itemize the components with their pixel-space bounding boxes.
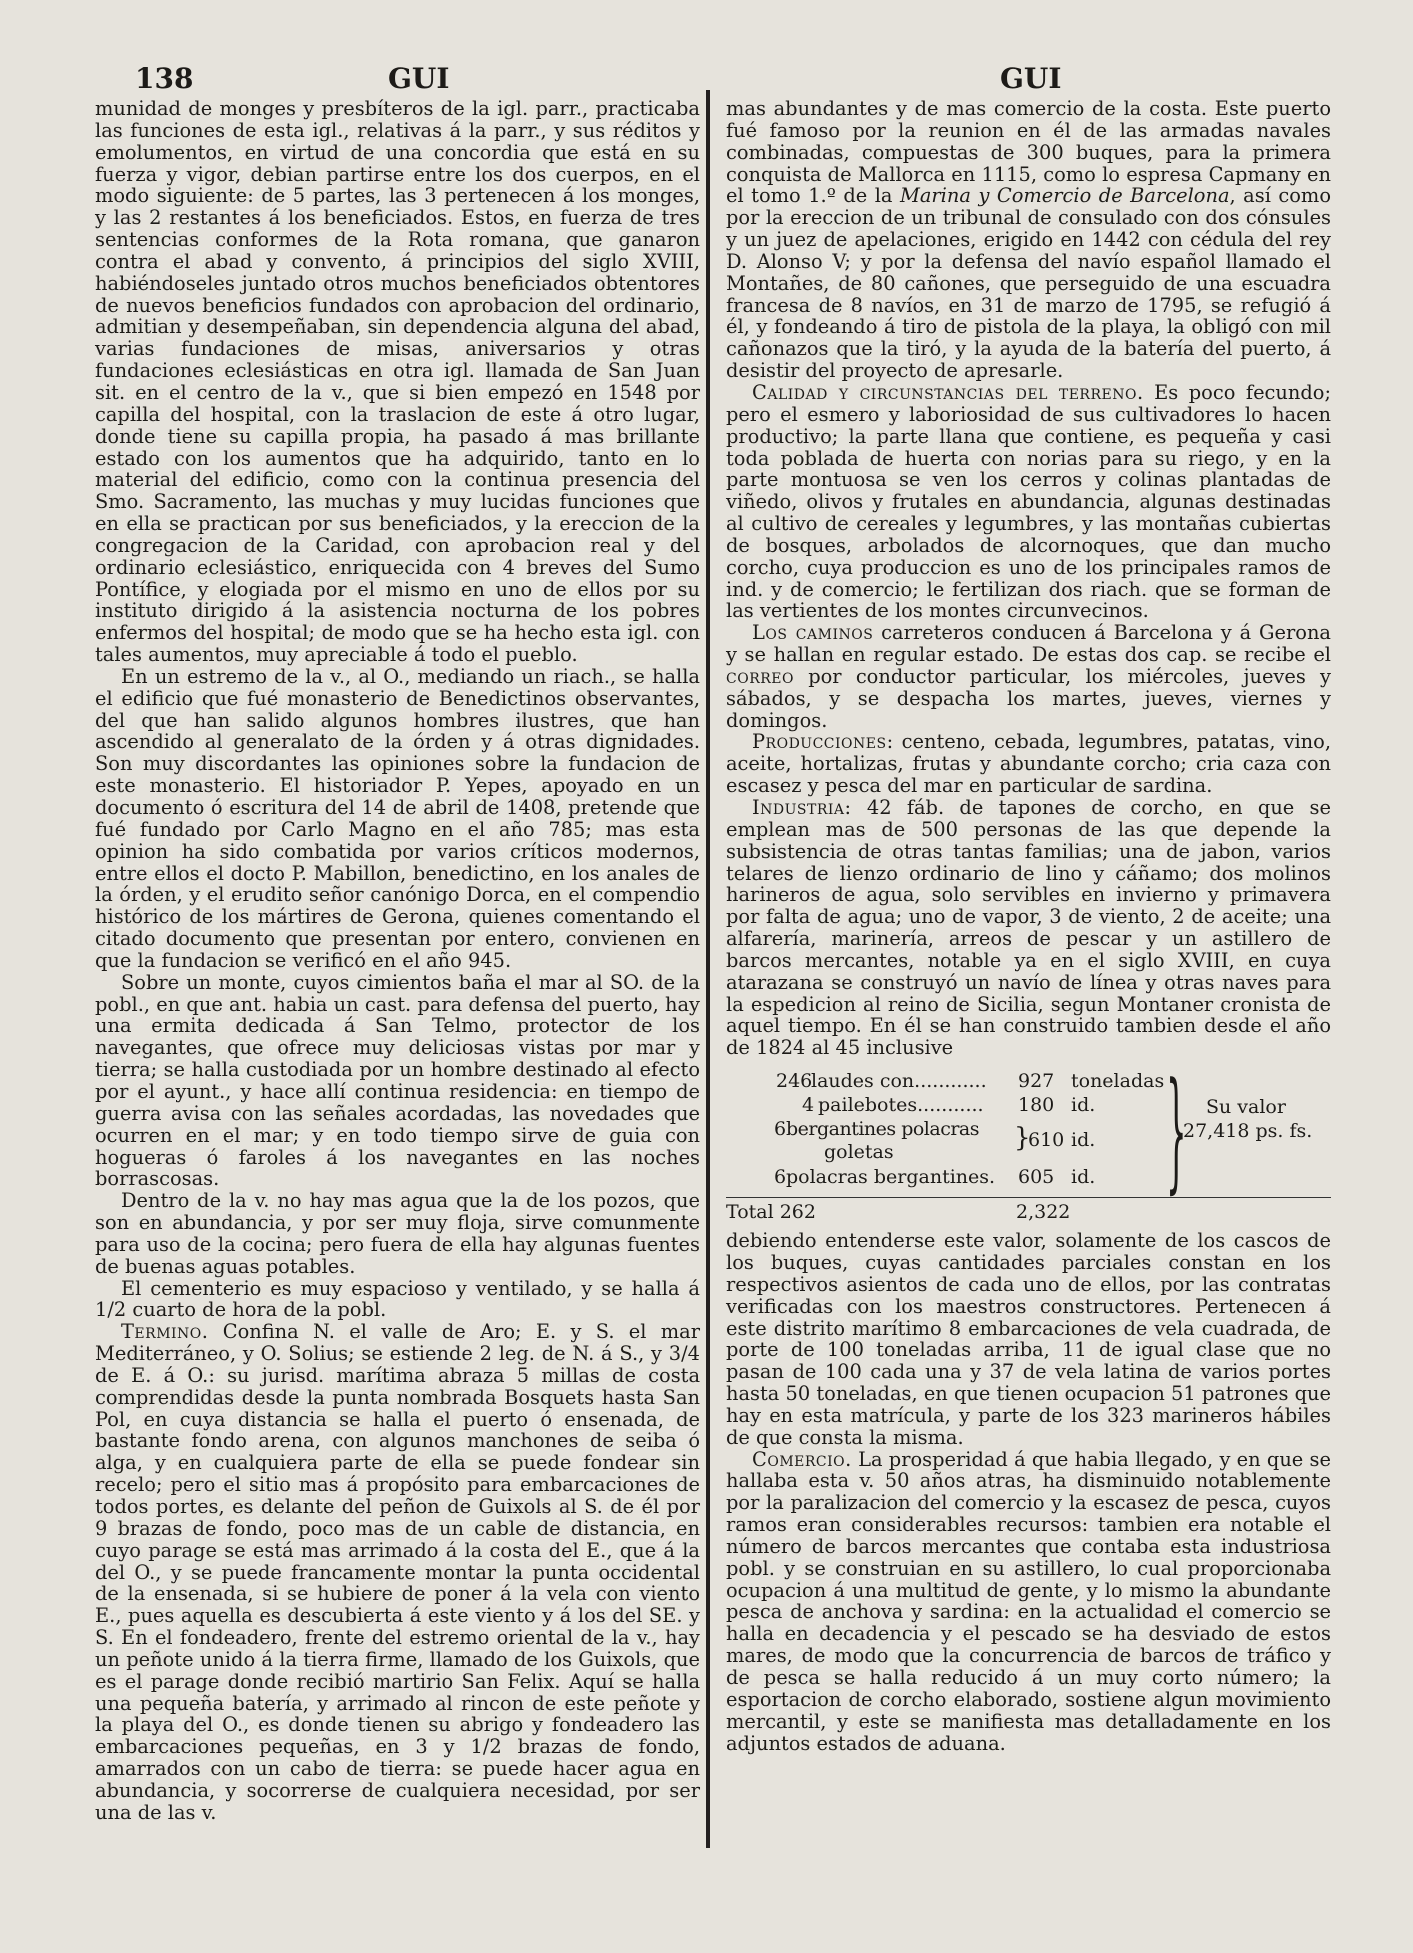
section-caminos <box>726 622 1331 731</box>
section-termino <box>95 1321 700 1823</box>
row-count: 246 <box>776 1070 813 1093</box>
row-count: 4 <box>802 1094 815 1117</box>
header-right-title: GUI <box>1000 62 1062 95</box>
valor-label: Su valor <box>1206 1096 1286 1119</box>
paragraph-text: , así como por la ereccion de un tribunal de consulado con dos cónsules y un juez de apelaciones, erigido en 1442 con cédula del rey D. Alonso V; y por la defensa del navío español llamado el Montañes, de 80 cañones, que perseguido de una escuadra francesa de 8 navíos, en 31 de marzo de 1795, se refugió á él, y fondeando á tiro de pistola de la playa, la obligó con mil cañonazos que la tiró, y la ayuda de la batería del puerto, á desistir del proyecto de apresarle. <box>726 184 1331 383</box>
section-text: carreteros conducen á Barcelona y á Gerona y se hallan en regular estado. De estas dos cap. se recibe el <box>726 621 1331 667</box>
paragraph: debiendo entenderse este valor, solamente de los cascos de los buques, cuyas cantidades parciales constan en los respectivos asientos de cada uno de ellos, por las contratas verificadas con los maestros constructores. Pertenecen á este distrito marítimo 8 embarcaciones de vela cuadrada, de porte de 100 toneladas arriba, 11 de igual clase que no pasan de 100 cada una y 37 de vela latina de varios portes hasta 50 toneladas, en que tienen ocupacion 51 patrones que hay en esta matrícula, y parte de los 323 marineros hábiles de que consta la misma. <box>726 1229 1331 1449</box>
row-count: 6 <box>774 1166 787 1189</box>
row-type: polacras bergantines. <box>786 1166 996 1189</box>
row-type: pailebotes........... <box>818 1094 984 1117</box>
section-text: Es poco fecundo; pero el esmero y laboriosidad de sus cultivadores lo hacen productivo; la parte llana que contiene, es pequeña y casi toda poblada de huerta con norias para su riego, y en la parte montuosa se ven los cerros y colinas plantadas de viñedo, olivos y frutales en abundancia, algunas destinadas al cultivo de cereales y legumbres, y las montañas cubiertas de bosques, arbolados de alcornoques, que dan mucho corcho, cuya produccion es uno de los principales ramos de ind. y de comercio; le fertilizan dos riach. que se forman de las vertientes de los montes circunvecinos. <box>726 380 1332 623</box>
paragraph: Sobre un monte, cuyos cimientos baña el mar al SO. de la pobl., en que ant. habia un cast. para defensa del puerto, hay una ermita dedicada á San Telmo, protector de los navegantes, que ofrece muy deliciosas vistas por mar y tierra; se halla custodiada por un hombre destinado al efecto por el ayunt., y hace allí continua residencia: en tiempo de guerra avisa con las señales acordadas, las novedades que ocurren en el mar; y en todo tiempo sirve de guia con hogueras ó faroles á los navegantes en las noches borrascosas. <box>95 970 700 1191</box>
paragraph: El cementerio es muy espacioso y ventilado, y se halla á 1/2 cuarto de hora de la pobl. <box>95 1276 700 1322</box>
ship-table-total <box>726 1197 1331 1224</box>
section-text: centeno, cebada, legumbres, patatas, vino, aceite, hortalizas, frutas y abundante corcho; cria caza con escasez y pesca del mar en particular de sardina. <box>726 730 1331 798</box>
row-unit: id. <box>1071 1094 1096 1117</box>
section-text: por conductor particular, los miércoles, jueves y sábados, y se despacha los martes, jueves, viernes y domingos. <box>726 664 1331 732</box>
paragraph <box>726 98 1331 382</box>
row-unit: id. <box>1071 1166 1096 1189</box>
header-left-title: GUI <box>388 62 450 95</box>
correo-word: correo <box>726 664 794 688</box>
section-heading: Industria: <box>752 796 852 819</box>
section-comercio <box>726 1449 1331 1755</box>
valor-amount: 27,418 ps. fs. <box>1183 1120 1313 1143</box>
row-tons: 610 <box>1028 1129 1065 1152</box>
paragraph: munidad de monges y presbíteros de la igl. parr., practicaba las funciones de esta igl., relativas á la parr., y sus réditos y emolumentos, en virtud de una concordia que está en su fuerza y vigor, debian partirse entre los dos cuerpos, en el modo siguiente: de 5 partes, las 3 pertenecen á los monges, y las 2 restantes á los beneficiados. Estos, en fuerza de tres sentencias conformes de la Rota romana, que ganaron contra el abad y convento, á principios del siglo XVIII, habiéndoseles juntado otros muchos beneficiados obtentores de nuevos beneficios fundados con aprobacion del ordinario, admitian y desempeñaban, sin dependencia alguna del abad, varias fundaciones de misas, aniversarios y otras fundaciones eclesiásticas en otra igl. llamada de San Juan sit. en el centro de la v., que si bien empezó en 1548 por capilla del hospital, con la traslacion de este á otro lugar, donde tiene su capilla propia, ha pasado á mas brillante estado con los aumentos que ha adquirido, tanto en lo material del edificio, como con la continua presencia del Smo. Sacramento, las muchas y muy lucidas funciones que en ella se practican por sus beneficiados, y la ereccion de la congregacion de la Caridad, con aprobacion real y del ordinario eclesiástico, enriquecida con 4 breves del Sumo Pontífice, y elogiada por el mismo en uno de ellos por su instituto dirigido á la asistencia nocturna de los pobres enfermos del hospital; de modo que se ha hecho esta igl. con tales aumentos, muy apreciable á todo el pueblo. <box>95 97 700 667</box>
row-type: bergantines polacras <box>786 1118 980 1141</box>
left-column <box>95 98 700 1824</box>
row-count: 6 <box>774 1118 787 1141</box>
section-heading: Producciones: <box>752 730 894 754</box>
section-heading: Comercio. <box>752 1447 852 1471</box>
section-industria <box>726 797 1331 1059</box>
row-tons: 180 <box>1018 1094 1055 1117</box>
section-text: 42 fáb. de tapones de corcho, en que se emplean mas de 500 personas de las que depende la subsistencia de otras tantas familias; una de jabon, varios telares de lienzo ordinario de lino y cáñamo; dos molinos harineros de agua, solo servibles en invierno y primavera por falta de agua; uno de vapor, 3 de viento, 2 de aceite; una alfarería, marinería, arreos de pescar y un astillero de barcos mercantes, notable ya en el siglo XVIII, en cuya atarazana se construyó un navío de línea y otras naves para la espedicion al reino de Sicilia, segun Montaner cronista de aquel tiempo. En él se han construido tambien desde el año de 1824 al 45 inclusive <box>726 796 1331 1060</box>
row-tons: 605 <box>1018 1166 1055 1189</box>
paragraph-text: mas abundantes y de mas comercio de la costa. Este puerto fué famoso por la reunion en él de las armadas navales combinadas, compuestas de 300 buques, para la primera conquista de Mallorca en 1115, como lo espresa Capmany en el tomo 1.º de la <box>726 97 1331 208</box>
total-tons: 2,322 <box>1016 1201 1071 1224</box>
book-title: Marina y Comercio de Barcelona <box>900 184 1230 208</box>
section-heading: Calidad y circunstancias del terreno. <box>752 380 1144 404</box>
row-type: laudes con............ <box>811 1070 987 1093</box>
paragraph: Dentro de la v. no hay mas agua que la de los pozos, que son en abundancia, y por ser muy floja, sirve comunmente para uso de la cocina; pero fuera de ella hay algunas fuentes de buenas aguas potables. <box>95 1189 700 1278</box>
section-text: La prosperidad á que habia llegado, y en que se hallaba esta v. 50 años atras, ha disminuido notablemente por la paralizacion del comercio y la escasez de pesca, cuyos ramos eran considerables recursos: tambien era notable el número de barcos mercantes que contaba esta industriosa pobl. y se construian en su astillero, lo cual proporcionaba ocupacion á una multitud de gente, y lo mismo la abundante pesca de anchova y sardina: en la actualidad el comercio se halla en decadencia y el pescado se ha desviado de estos mares, de modo que la concurrencia de barcos de tráfico y de pesca se halla reducido á un muy corto número; la esportacion de corcho elaborado, sostiene algun movimiento mercantil, y este se manifiesta mas detalladamente en los adjuntos estados de aduana. <box>726 1447 1331 1755</box>
total-label: Total 262 <box>726 1201 816 1224</box>
brace: } <box>1014 1123 1031 1154</box>
row-unit: id. <box>1071 1129 1096 1152</box>
page-number: 138 <box>135 62 194 95</box>
ship-table <box>726 1054 1331 1207</box>
row-unit: toneladas <box>1071 1070 1165 1093</box>
row-tons: 927 <box>1018 1070 1055 1093</box>
row-type: goletas <box>824 1141 894 1164</box>
column-divider <box>706 90 710 1848</box>
section-calidad <box>726 382 1331 622</box>
section-heading: Los caminos <box>752 621 874 645</box>
section-heading: Termino. <box>121 1320 209 1344</box>
section-text: Confina N. el valle de Aro; E. y S. el mar Mediterráneo, y O. Solius; se estiende 2 leg. de N. á S., y 3/4 de E. á O.: su jurisd. marítima abraza 5 millas de costa comprendidas desde la punta nombrada Bosquets hasta San Pol, en cuya distancia se halla el puerto ó ensenada, de bastante fondo arena, con algunos manchones de seiba ó alga, y en cualquiera parte de ella se puede fondear sin recelo; pero el sitio mas á propósito para embarcaciones de todos portes, es delante del peñon de Guixols al S. de él por 9 brazas de fondo, poco mas de un cable de distancia, en cuyo parage se está mas arrimado á la costa del E., que á la del O., y se puede francamente montar la punta occidental de la ensenada, si se hubiere de poner á la vela con viento E., pues aquella es descubierta á este viento y á los del SE. y S. En el fondeadero, frente del estremo oriental de la v., hay un peñote unido á la tierra firme, llamado de los Guixols, que es el parage donde recibió martirio San Felix. Aquí se halla una pequeña batería, y arrimado al rincon de este peñote y la playa del O., es donde tienen su abrigo y fondeadero las embarcaciones pequeñas, en 3 y 1/2 brazas de fondo, amarrados con un cabo de tierra: se puede hacer agua en abundancia, y socorrerse de cualquiera necesidad, por ser una de las v. <box>95 1320 700 1824</box>
section-producciones <box>726 731 1331 797</box>
large-brace: } <box>1166 1054 1187 1207</box>
paragraph: En un estremo de la v., al O., mediando un riach., se halla el edificio que fué monasterio de Benedictinos observantes, del que han salido algunos hombres ilustres, que han ascendido al generalato de la órden y á otras dignidades. Son muy discordantes las opiniones sobre la fundacion de este monasterio. El historiador P. Yepes, apoyado en un documento ó escritura del 14 de abril de 1408, pretende que fué fundado por Carlo Magno en el año 785; mas esta opinion ha sido combatida por varios críticos modernos, entre ellos el docto P. Mabillon, benedictino, en los anales de la órden, y el erudito señor canónigo Dorca, en el compendio histórico de los mártires de Gerona, quienes comentando el citado documento que presentan por entero, convienen en que la fundacion se verificó en el año 945. <box>95 664 700 972</box>
right-column <box>726 98 1331 1754</box>
